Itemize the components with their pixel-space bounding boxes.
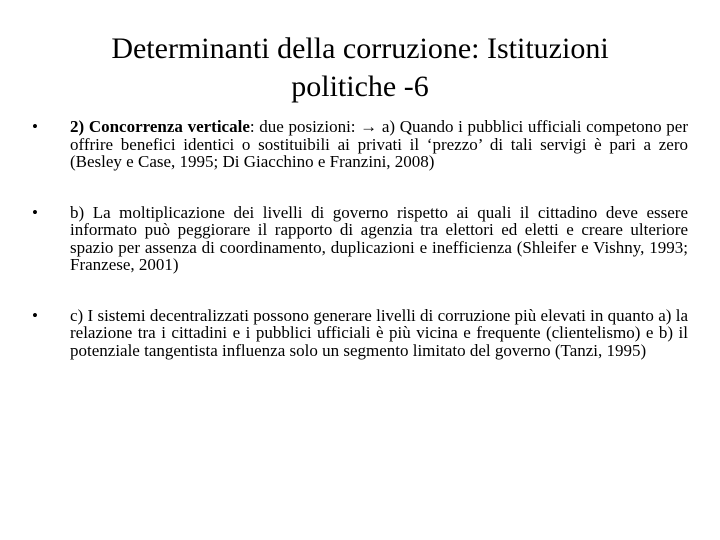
bullet-marker: •: [32, 305, 38, 325]
bullet-text: [70, 118, 688, 171]
slide-title: [40, 30, 680, 106]
bullet-text: c) I sistemi decentralizzati possono generare livelli di corruzione più elevati in quanto a) la relazione tra i cittadini e i pubblici ufficiali è più vicina e frequente (clientelismo) e b) il potenziale tangentista influenza solo un segmento limitato del governo (Tanzi, 1995): [70, 305, 688, 360]
bullet-body: : due posizioni: → a) Quando i pubblici ufficiali competono per offrire benefici identici o sostituibili ai privati il ‘prezzo’ di tali servigi è pari a zero (Besley e Case, 1995; Di Giacchino e Franzini, 2008): [70, 117, 688, 171]
bullet-list: [32, 118, 688, 392]
bullet-item-vertical-competition: [32, 118, 688, 171]
bullet-bold-label: 2) Concorrenza verticale: [70, 117, 250, 136]
bullet-text: b) La moltiplicazione dei livelli di governo rispetto ai quali il cittadino deve essere informato può peggiorare il rapporto di agenzia tra elettori ed eletti e creare ulteriore spazio per assenza di coordinamento, duplicazioni e inefficienza (Shleifer e Vishny, 1993; Franzese, 2001): [70, 202, 688, 274]
bullet-marker: •: [32, 202, 38, 222]
bullet-marker: •: [32, 117, 38, 136]
bullet-item-government-levels: [32, 204, 688, 274]
bullet-item-decentralized-systems: [32, 307, 688, 360]
slide-title-line-1: Determinanti della corruzione: Istituzioni: [111, 32, 609, 65]
slide-title-line-2: politiche -6: [291, 70, 429, 103]
